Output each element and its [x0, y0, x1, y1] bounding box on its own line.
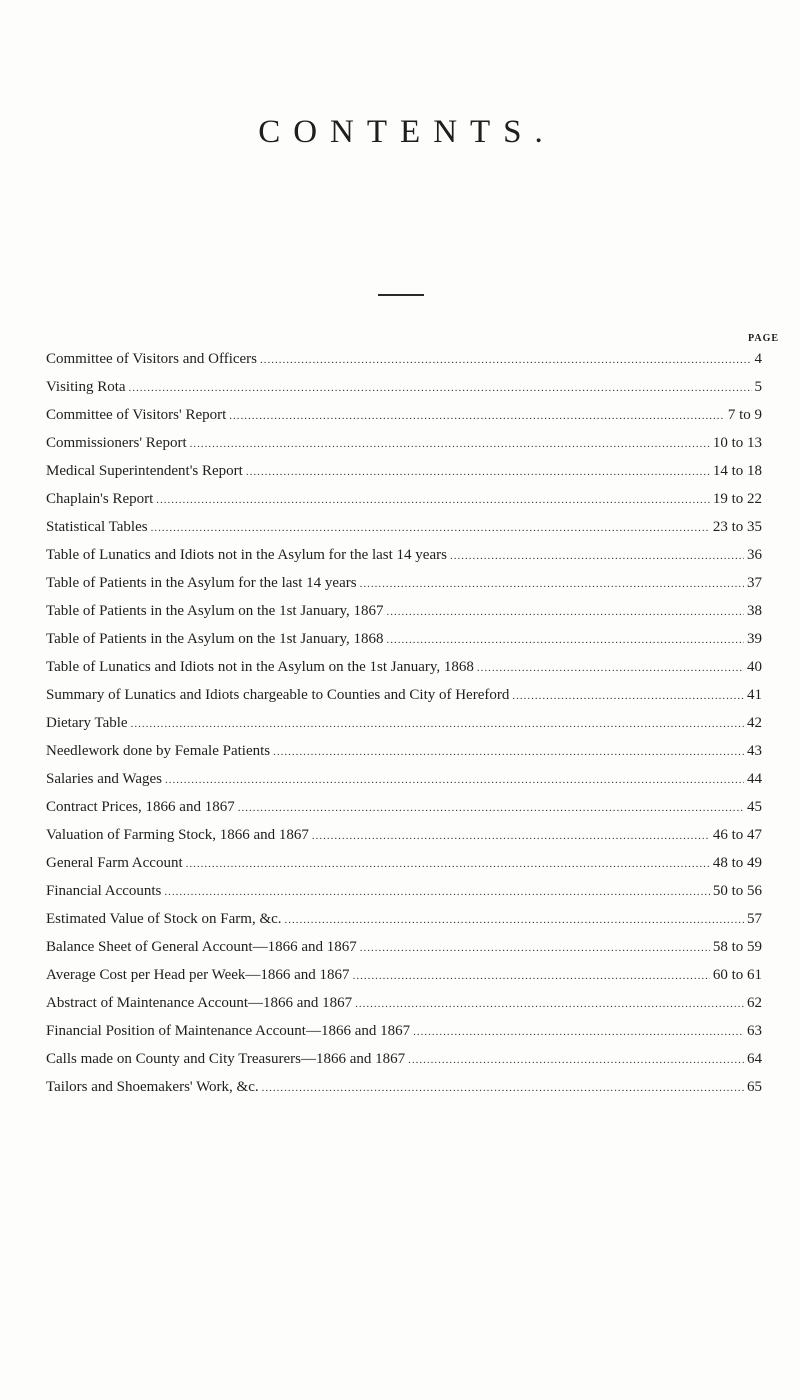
leader-dots [164, 878, 709, 905]
toc-entry-label: Tailors and Shoemakers' Work, &c. [46, 1079, 259, 1095]
leader-dots [408, 1046, 744, 1073]
toc-entry-page: 38 [747, 603, 762, 619]
toc-entry-label: Table of Patients in the Asylum for the last 14 years [46, 575, 357, 591]
toc-entry [46, 905, 762, 933]
toc-entry-label: Chaplain's Report [46, 491, 154, 507]
toc-entry [46, 737, 762, 765]
toc-entry-label: Needlework done by Female Patients [46, 743, 271, 759]
leader-dots [353, 962, 710, 989]
toc-entry-label: Visiting Rota [46, 379, 126, 395]
toc-entry [46, 569, 762, 597]
toc-entry-label: Medical Superintendent's Report [46, 463, 243, 479]
toc-entry [46, 933, 762, 961]
toc-entry [46, 401, 762, 429]
leader-dots [190, 430, 710, 457]
leader-dots [360, 934, 710, 961]
toc-entry [46, 653, 762, 681]
page-column-label: PAGE [748, 333, 780, 344]
toc-entry-label: Summary of Lunatics and Idiots chargeable to Counties and City of Hereford [46, 687, 510, 703]
leader-dots [262, 1074, 744, 1101]
toc-entry-page: 41 [747, 687, 762, 703]
toc-entry-page: 45 [747, 799, 762, 815]
leader-dots [273, 738, 744, 765]
toc-entry [46, 877, 762, 905]
toc-entry-label: Table of Patients in the Asylum on the 1st January, 1867 [46, 603, 384, 619]
toc-entry-page: 19 to 22 [712, 491, 762, 507]
toc-entry-page: 46 to 47 [712, 827, 762, 843]
leader-dots [131, 710, 744, 737]
toc-entry [46, 513, 762, 541]
toc-entry-page: 36 [747, 547, 762, 563]
leader-dots [285, 906, 744, 933]
leader-dots [229, 402, 725, 429]
toc-entry-page: 64 [747, 1051, 762, 1067]
toc-entry-label: Table of Lunatics and Idiots not in the Asylum for the last 14 years [46, 547, 447, 563]
leader-dots [360, 570, 744, 597]
leader-dots [512, 682, 744, 709]
toc-entry-label: Abstract of Maintenance Account—1866 and 1867 [46, 995, 353, 1011]
leader-dots [355, 990, 744, 1017]
leader-dots [246, 458, 710, 485]
toc-entry [46, 793, 762, 821]
toc-entry [46, 457, 762, 485]
leader-dots [156, 486, 710, 513]
toc-entry-label: Salaries and Wages [46, 771, 162, 787]
page-title: CONTENTS. [258, 114, 556, 151]
toc-entry-page: 40 [747, 659, 762, 675]
toc-entry [46, 1017, 762, 1045]
leader-dots [413, 1018, 744, 1045]
toc-entry [46, 849, 762, 877]
toc-entry-page: 23 to 35 [712, 519, 762, 535]
toc-entry-page: 43 [747, 743, 762, 759]
toc-entry-label: Committee of Visitors and Officers [46, 351, 258, 367]
toc-entry [46, 541, 762, 569]
toc-entry-page: 37 [747, 575, 762, 591]
toc-entry-page: 14 to 18 [712, 463, 762, 479]
leader-dots [260, 346, 751, 373]
toc-entry-page: 42 [747, 715, 762, 731]
toc-entry-page: 7 to 9 [727, 407, 762, 423]
toc-entry-label: Committee of Visitors' Report [46, 407, 227, 423]
leader-dots [129, 374, 752, 401]
leader-dots [238, 794, 744, 821]
toc-entry-page: 50 to 56 [712, 883, 762, 899]
toc-entry-page: 44 [747, 771, 762, 787]
leader-dots [151, 514, 710, 541]
toc-entry [46, 681, 762, 709]
toc-entry-page: 10 to 13 [712, 435, 762, 451]
toc-entry [46, 625, 762, 653]
toc-entry-page: 60 to 61 [712, 967, 762, 983]
toc-entry [46, 373, 762, 401]
toc-entry-page: 65 [747, 1079, 762, 1095]
toc-entry-page: 4 [754, 351, 762, 367]
toc-entry-page: 57 [747, 911, 762, 927]
leader-dots [450, 542, 744, 569]
toc-entry [46, 961, 762, 989]
toc-entry-page: 48 to 49 [712, 855, 762, 871]
toc-entry-label: Table of Patients in the Asylum on the 1st January, 1868 [46, 631, 384, 647]
toc-entry-label: Financial Position of Maintenance Account—1866 and 1867 [46, 1023, 411, 1039]
toc-entry-label: Average Cost per Head per Week—1866 and 1867 [46, 967, 350, 983]
toc-entry [46, 1073, 762, 1101]
toc-entry-label: Statistical Tables [46, 519, 148, 535]
leader-dots [477, 654, 744, 681]
toc-entry-label: Contract Prices, 1866 and 1867 [46, 799, 235, 815]
toc-entry-label: Valuation of Farming Stock, 1866 and 1867 [46, 827, 309, 843]
leader-dots [165, 766, 744, 793]
toc-entry-label: Commissioners' Report [46, 435, 187, 451]
toc-entry [46, 597, 762, 625]
toc-entry [46, 1045, 762, 1073]
toc-entry-page: 63 [747, 1023, 762, 1039]
toc-entry-label: Table of Lunatics and Idiots not in the Asylum on the 1st January, 1868 [46, 659, 474, 675]
title-divider [378, 294, 424, 296]
toc-entry-label: Calls made on County and City Treasurers—1866 and 1867 [46, 1051, 406, 1067]
toc-entry-page: 5 [754, 379, 762, 395]
toc-entry-label: Financial Accounts [46, 883, 162, 899]
toc-entry-page: 39 [747, 631, 762, 647]
toc-entry [46, 345, 762, 373]
toc-entry-label: General Farm Account [46, 855, 183, 871]
toc-entry-label: Balance Sheet of General Account—1866 and 1867 [46, 939, 357, 955]
toc-entry [46, 821, 762, 849]
toc-entry-page: 62 [747, 995, 762, 1011]
toc-entry [46, 765, 762, 793]
leader-dots [387, 598, 744, 625]
toc-entry [46, 989, 762, 1017]
toc-entry-label: Dietary Table [46, 715, 128, 731]
leader-dots [312, 822, 710, 849]
toc-entry-page: 58 to 59 [712, 939, 762, 955]
table-of-contents [46, 345, 762, 1101]
toc-entry-label: Estimated Value of Stock on Farm, &c. [46, 911, 282, 927]
leader-dots [387, 626, 744, 653]
toc-entry [46, 485, 762, 513]
toc-entry [46, 429, 762, 457]
leader-dots [186, 850, 710, 877]
toc-entry [46, 709, 762, 737]
